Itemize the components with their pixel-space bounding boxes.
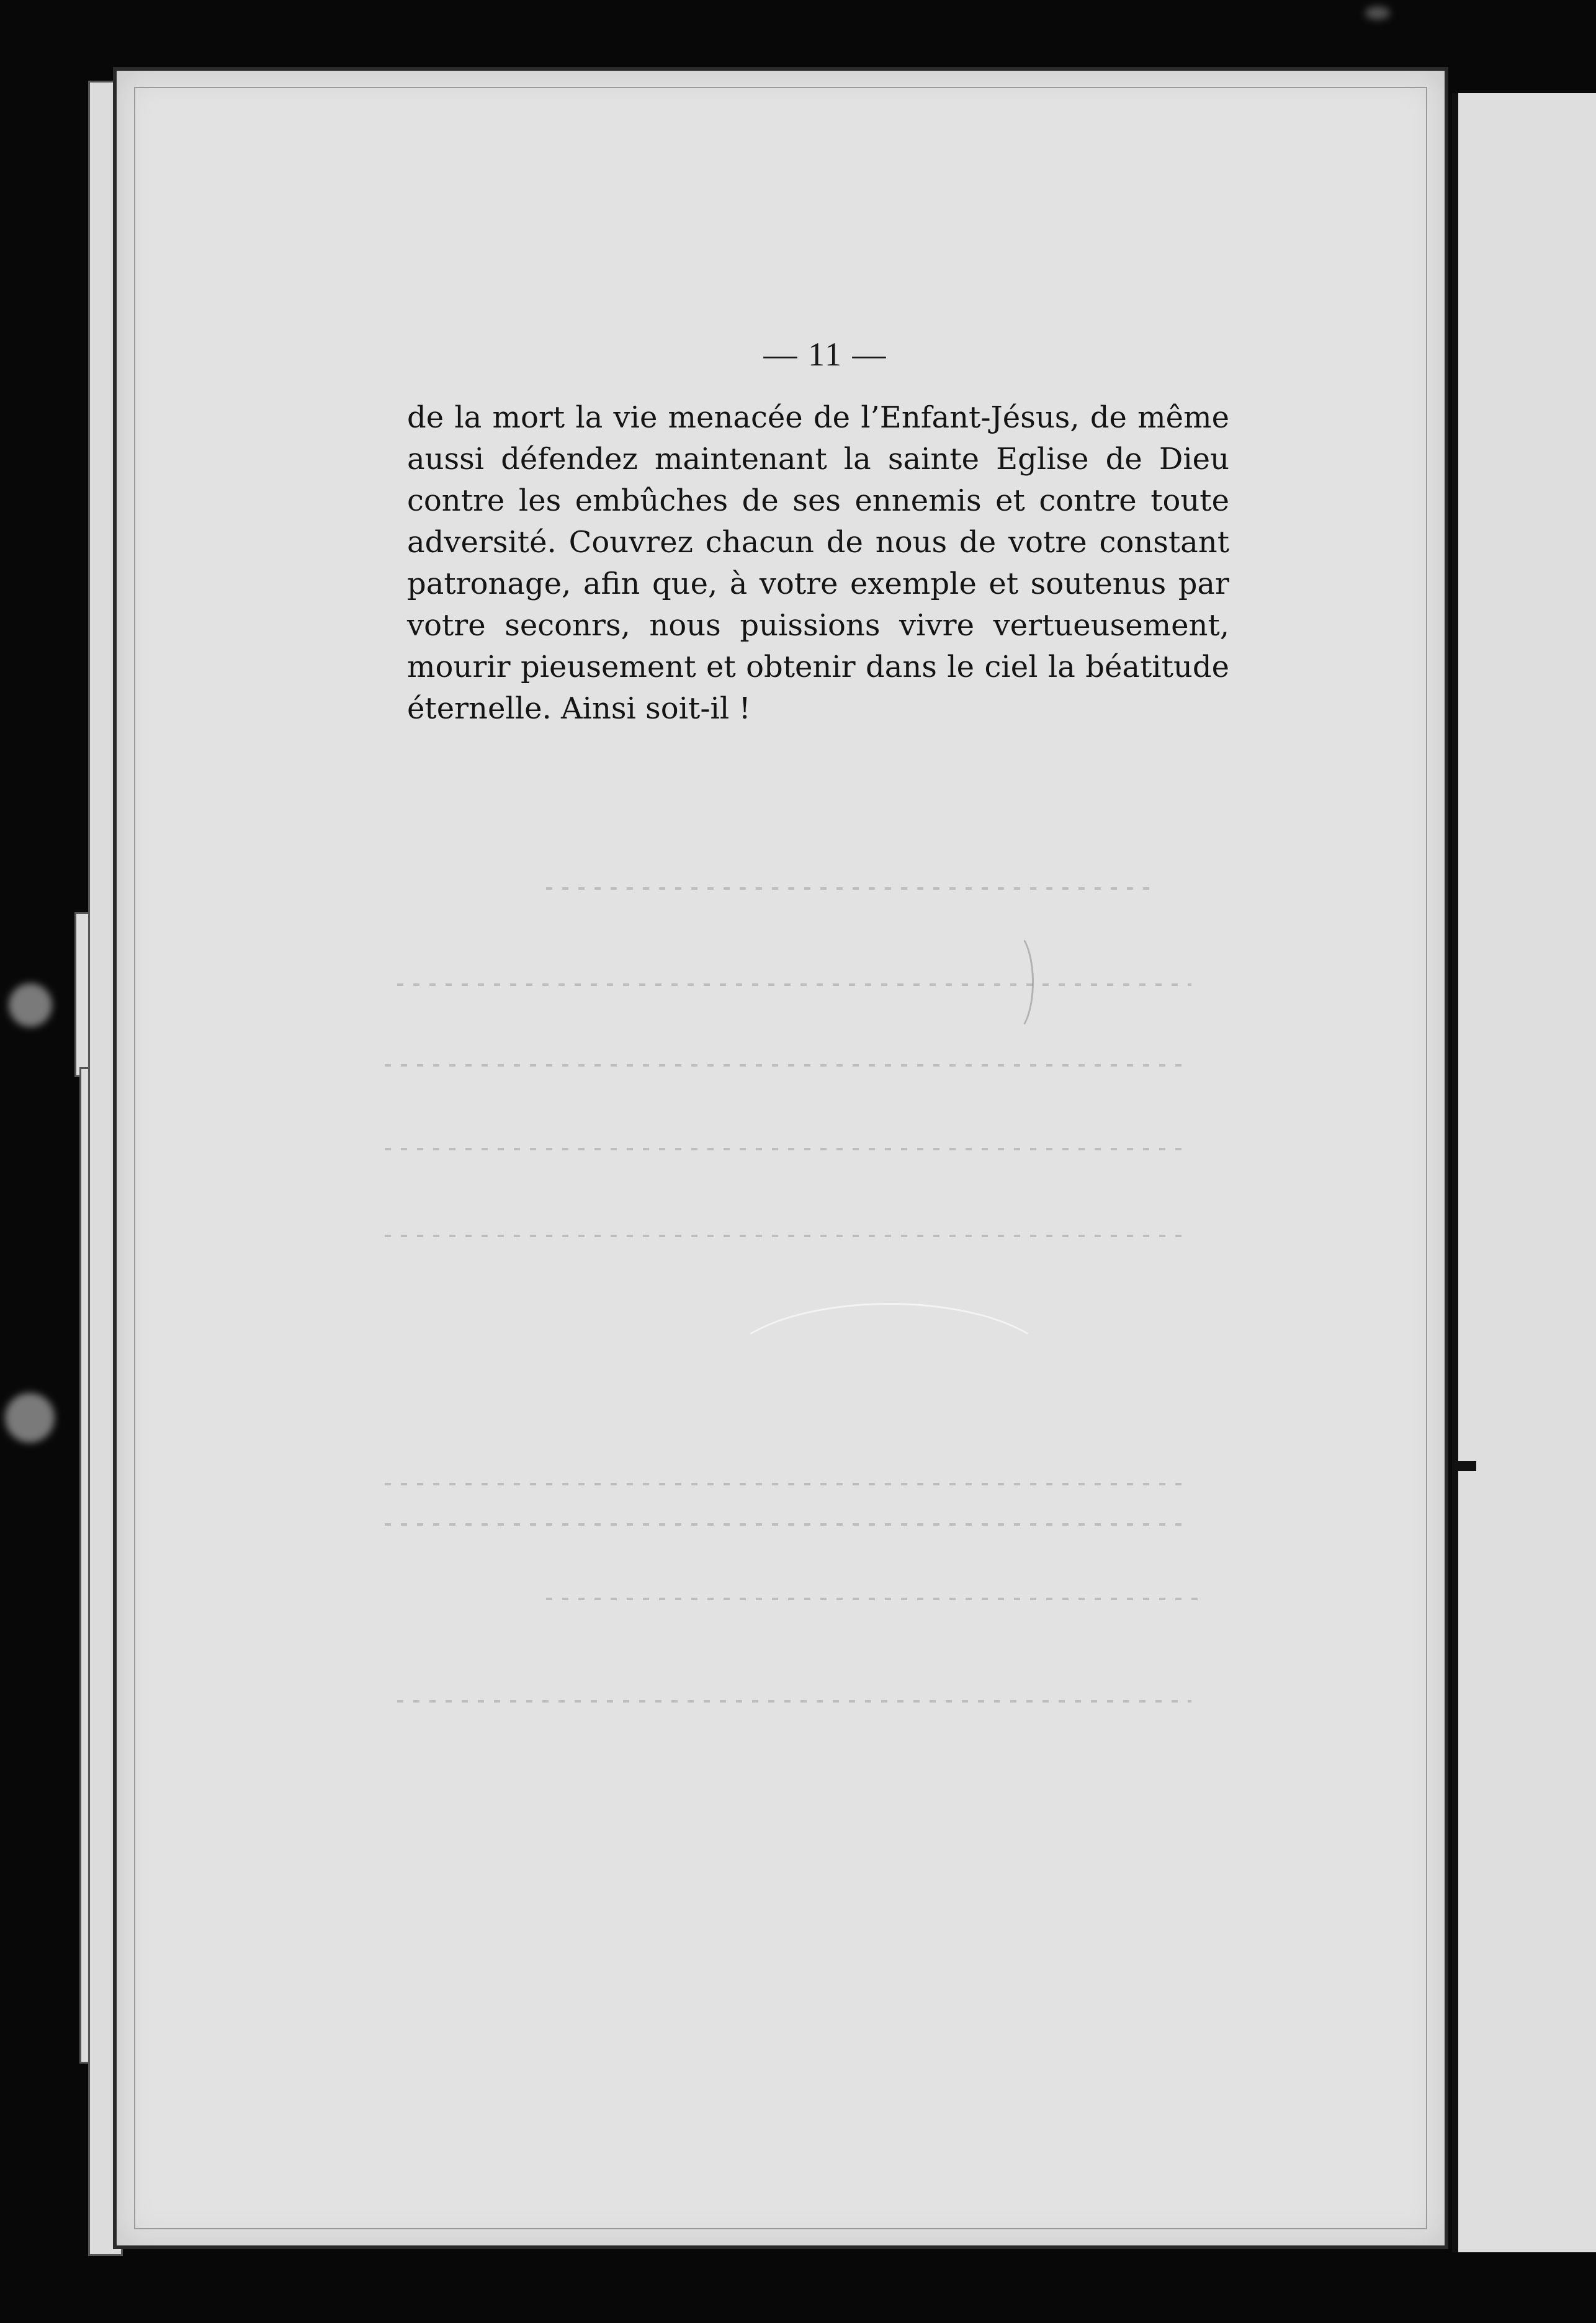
- text-line: éternelle. Ainsi soit-il !: [407, 691, 751, 726]
- text-line: adversité. Couvrez chacun de nous de votre constant: [407, 525, 1229, 560]
- show-through-text: [385, 1064, 1191, 1067]
- text-line: contre les embûches de ses ennemis et contre toute: [407, 483, 1229, 518]
- faint-curve-mark: [720, 1303, 1059, 1443]
- film-speck: [5, 1393, 55, 1443]
- show-through-text: [546, 1598, 1198, 1600]
- show-through-text: [385, 1148, 1191, 1150]
- show-through-text: [385, 1235, 1191, 1237]
- facing-page-edge: [1452, 93, 1596, 2252]
- show-through-text: [397, 983, 1191, 986]
- film-speck: [1365, 6, 1390, 20]
- show-through-text: [385, 1523, 1191, 1526]
- text-line: aussi défendez maintenant la sainte Eglise de Dieu: [407, 442, 1229, 477]
- faint-curve-mark: [993, 931, 1034, 1034]
- show-through-text: [397, 1700, 1191, 1703]
- page-number: — 11 —: [763, 336, 887, 373]
- binding-notch: [1455, 1461, 1476, 1471]
- text-line: patronage, afin que, à votre exemple et soutenus par: [407, 566, 1229, 601]
- text-line: votre seconrs, nous puissions vivre vertueusement,: [407, 608, 1229, 643]
- film-speck: [9, 983, 52, 1027]
- text-line: mourir pieusement et obtenir dans le ciel la béatitude: [407, 650, 1229, 684]
- show-through-text: [546, 887, 1154, 890]
- text-line: de la mort la vie menacée de l’Enfant-Jésus, de même: [407, 400, 1229, 435]
- show-through-text: [385, 1483, 1191, 1485]
- prayer-paragraph: [407, 397, 1229, 730]
- book-page: [113, 67, 1448, 2249]
